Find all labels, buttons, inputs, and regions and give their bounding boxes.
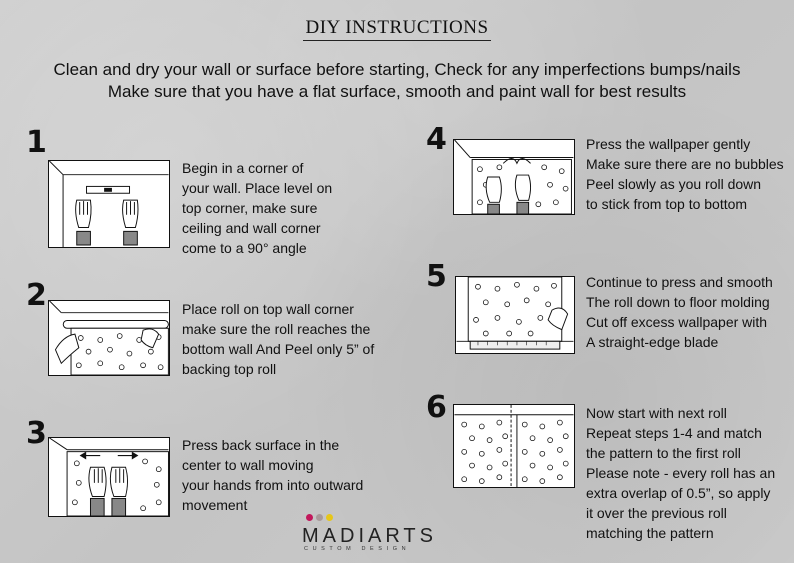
step-5-line: Continue to press and smooth: [586, 274, 773, 290]
step-2-line: Place roll on top wall corner: [182, 301, 354, 317]
brand-tagline: CUSTOM DESIGN: [304, 546, 411, 552]
step-6-line: Repeat steps 1-4 and match: [586, 425, 762, 441]
step-5-drawing: [456, 277, 574, 353]
step-1-text: [182, 158, 332, 258]
step-5-line: A straight-edge blade: [586, 334, 719, 350]
step-3-illustration: [48, 437, 170, 517]
step-6-line: the pattern to the first roll: [586, 445, 741, 461]
intro-line: Clean and dry your wall or surface before starting, Check for any imperfections bumps/nails: [53, 60, 741, 79]
step-5-text: [586, 272, 773, 352]
step-1-line: top corner, make sure: [182, 200, 318, 216]
step-2-line: make sure the roll reaches the: [182, 321, 371, 337]
step-6-drawing: [454, 405, 574, 487]
logo-dot: [306, 514, 313, 521]
step-5-line: Cut off excess wallpaper with: [586, 314, 768, 330]
step-1-line: your wall. Place level on: [182, 180, 333, 196]
step-3-text: [182, 435, 363, 515]
step-5-number: 5: [426, 259, 447, 294]
step-4-text: [586, 134, 784, 214]
step-1-illustration: [48, 160, 170, 248]
logo-dot: [316, 514, 323, 521]
step-2-illustration: [48, 300, 170, 376]
step-3-line: center to wall moving: [182, 457, 314, 473]
step-1-line: come to a 90° angle: [182, 240, 307, 256]
intro-line: Make sure that you have a flat surface, smooth and paint wall for best results: [107, 82, 687, 101]
step-4-illustration: [453, 139, 575, 215]
step-4-line: to stick from top to bottom: [586, 196, 748, 212]
step-1-drawing: [49, 161, 169, 247]
step-3-line: Press back surface in the: [182, 437, 340, 453]
step-5-illustration: [455, 276, 575, 354]
step-6-illustration: [453, 404, 575, 488]
step-3-number: 3: [26, 416, 47, 451]
step-2-line: bottom wall And Peel only 5” of: [182, 341, 375, 357]
step-6-line: extra overlap of 0.5”, so apply: [586, 485, 771, 501]
step-1-line: ceiling and wall corner: [182, 220, 321, 236]
step-2-text: [182, 299, 374, 379]
step-6-number: 6: [426, 390, 447, 425]
step-6-line: matching the pattern: [586, 525, 714, 541]
intro-text: [0, 59, 794, 103]
step-6-line: Now start with next roll: [586, 405, 727, 421]
step-3-drawing: [49, 438, 169, 516]
brand-name: MADIARTS: [302, 525, 437, 547]
brand-logo: [302, 514, 472, 554]
step-2-drawing: [49, 301, 169, 375]
step-3-line: movement: [182, 497, 248, 513]
step-6-line: it over the previous roll: [586, 505, 727, 521]
step-6-line: Please note - every roll has an: [586, 465, 776, 481]
step-2-line: backing top roll: [182, 361, 277, 377]
step-5-line: The roll down to floor molding: [586, 294, 770, 310]
step-2-number: 2: [26, 278, 47, 313]
polka-dot-pattern: [462, 420, 568, 483]
page-title: DIY INSTRUCTIONS: [0, 17, 794, 39]
step-3-line: your hands from into outward: [182, 477, 364, 493]
step-4-drawing: [454, 140, 574, 214]
step-1-line: Begin in a corner of: [182, 160, 304, 176]
step-4-line: Make sure there are no bubbles: [586, 156, 784, 172]
step-6-text: [586, 403, 775, 543]
step-4-line: Peel slowly as you roll down: [586, 176, 762, 192]
step-4-line: Press the wallpaper gently: [586, 136, 751, 152]
logo-dot: [326, 514, 333, 521]
step-1-number: 1: [26, 125, 47, 160]
step-4-number: 4: [426, 122, 447, 157]
